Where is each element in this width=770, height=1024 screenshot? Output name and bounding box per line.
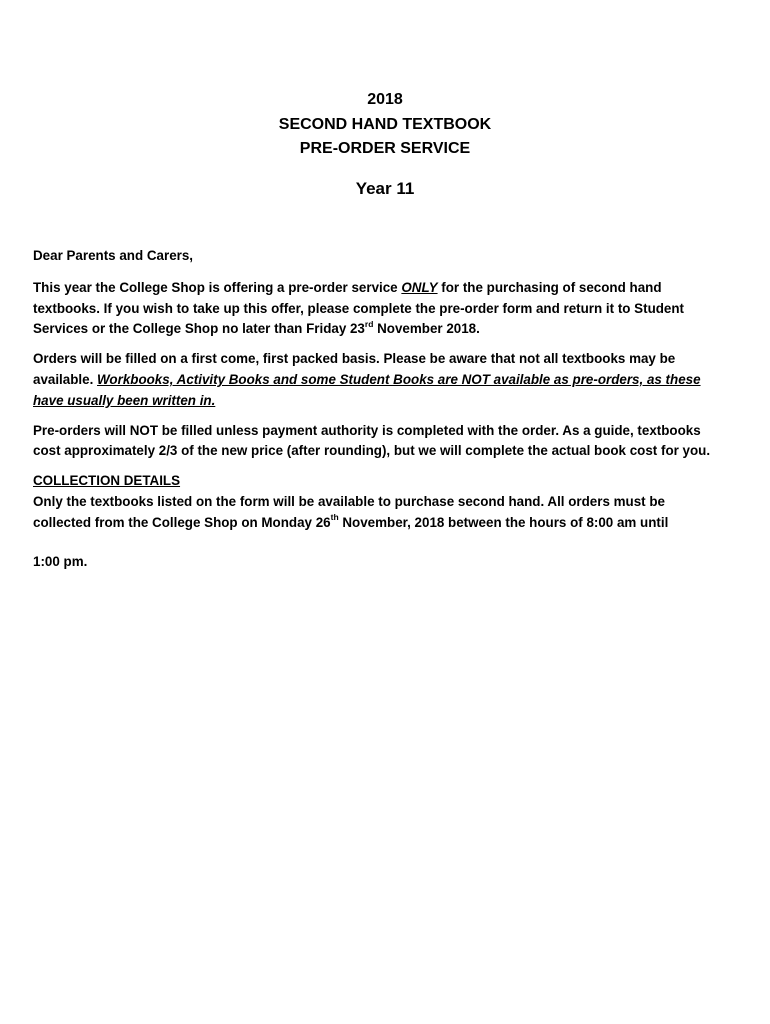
title-year: 2018 <box>367 91 403 108</box>
p2-emphasis-workbooks: Workbooks, Activity Books and some Student Books are NOT available as pre-orders, as these have usually been written in. <box>33 371 701 408</box>
p1-emphasis-only: ONLY <box>401 279 438 295</box>
paragraph-payment: Pre-orders will NOT be filled unless payment authority is completed with the order. As a guide, textbooks cost approximately 2/3 of the new price (after rounding), but we will complete the actual book cost for you. <box>33 422 711 459</box>
paragraph-availability <box>33 349 723 411</box>
title-line-1: SECOND HAND TEXTBOOK <box>278 115 492 133</box>
p1-text-a: This year the College Shop is offering a pre-order service <box>33 279 402 295</box>
letter-body <box>33 246 723 572</box>
title-line-2: PRE-ORDER SERVICE <box>299 140 471 157</box>
p1-text-b: for the purchasing of second hand textbooks. If you wish to take up this offer, please complete the pre-order form and return it to Student Services or the College Shop no later than Friday 23 <box>33 279 685 337</box>
collection-details-section <box>33 471 723 572</box>
p1-ordinal-suffix: rd <box>364 318 374 329</box>
collection-ordinal-suffix: th <box>330 512 339 523</box>
year-level-heading: Year 11 <box>355 178 415 198</box>
collection-time-end: 1:00 pm. <box>33 553 88 569</box>
collection-text-a: Only the textbooks listed on the form will be available to purchase second hand. All orders must be collected from the College Shop on Monday 26 <box>33 493 665 530</box>
document-title-block <box>0 88 770 200</box>
p2-text-a: Orders will be filled on a first come, first packed basis. Please be aware that not all textbooks may be available. <box>33 351 676 387</box>
collection-heading: COLLECTION DETAILS <box>33 473 181 489</box>
p1-text-c: November 2018. <box>373 321 480 337</box>
salutation: Dear Parents and Carers, <box>33 248 194 263</box>
collection-text <box>33 492 723 534</box>
paragraph-preorder-offer <box>33 278 723 340</box>
collection-text-b: November, 2018 between the hours of 8:00 am until <box>338 514 669 530</box>
